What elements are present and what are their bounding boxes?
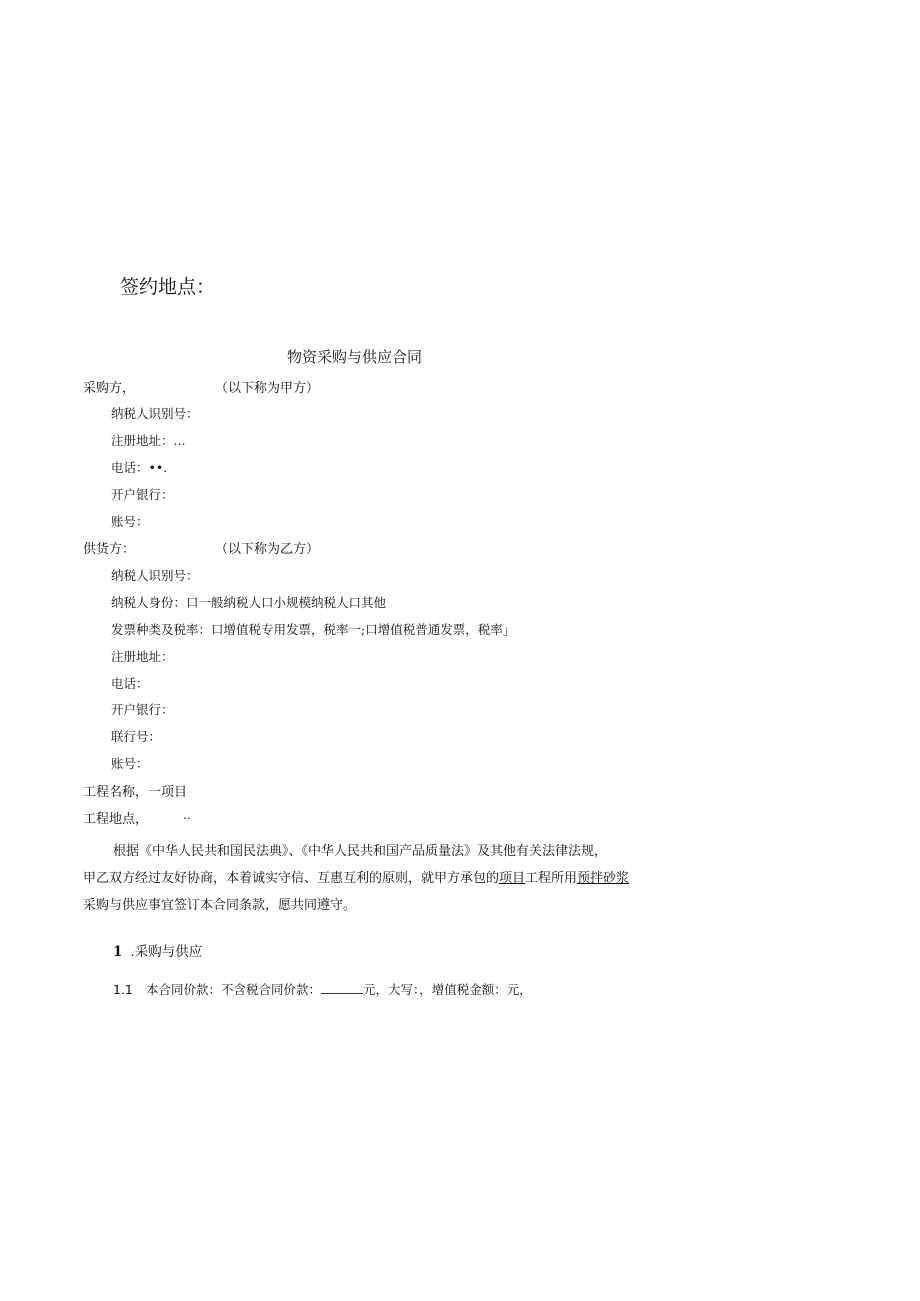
- buyer-phone-field: 电话：••.: [111, 460, 168, 475]
- supplier-routing-field: 联行号：: [111, 729, 162, 744]
- supplier-label: 供货方：: [83, 542, 136, 557]
- supplier-address-field: 注册地址：: [111, 649, 174, 664]
- project-site-mark: ..: [183, 808, 191, 822]
- clause-1-1-number: 1.1: [113, 982, 133, 997]
- clause-1-1: [113, 980, 532, 998]
- intro-line-1: 根据《中华人民共和国民法典》、《中华人民共和国产品质量法》及其他有关法律法规，: [113, 844, 608, 859]
- intro-line-3: 采购与供应事宜签订本合同条款，愿共同遵守。: [83, 898, 357, 913]
- project-name-label: 工程名称，一项目: [83, 785, 188, 800]
- section-1-title: .采购与供应: [130, 944, 203, 960]
- buyer-tax-id-field: 纳税人识别号：: [111, 406, 199, 421]
- buyer-note: （以下称为甲方）: [215, 381, 320, 396]
- supplier-phone-field: 电话：: [111, 676, 149, 691]
- intro-line-2: [83, 867, 629, 886]
- clause-1-1-text-end: 元，大写：，增值税金额：元，: [363, 982, 532, 997]
- section-1-heading: [113, 940, 202, 960]
- intro-line-2-mid: 工程所用: [525, 871, 578, 886]
- project-underlined: 项目: [499, 871, 526, 886]
- project-site-label: 工程地点，: [83, 812, 149, 827]
- buyer-label: 采购方，: [83, 381, 136, 396]
- supplier-taxpayer-status-field: 纳税人身份：口一般纳税人口小规模纳税人口其他: [111, 595, 387, 610]
- buyer-label-row: [83, 377, 320, 396]
- material-underlined: 预拌砂浆: [577, 871, 630, 886]
- supplier-bank-field: 开户银行：: [111, 702, 174, 717]
- buyer-account-field: 账号：: [111, 514, 149, 529]
- supplier-note: （以下称为乙方）: [215, 542, 320, 557]
- buyer-bank-field: 开户银行：: [111, 487, 174, 502]
- project-site-row: [83, 808, 191, 827]
- section-1-number: 1: [113, 944, 123, 960]
- clause-1-1-text-start: 本合同价款：不含税合同价款：: [146, 982, 322, 997]
- buyer-address-field: 注册地址：...: [111, 433, 186, 448]
- supplier-label-row: [83, 538, 320, 557]
- price-blank: [321, 981, 363, 994]
- signing-place-label: 签约地点：: [120, 276, 216, 298]
- supplier-account-field: 账号：: [111, 756, 149, 771]
- contract-title: 物资采购与供应合同: [287, 348, 423, 366]
- intro-line-2-start: 甲乙双方经过友好协商，本着诚实守信、互惠互利的原则，就甲方承包的: [83, 871, 500, 886]
- supplier-tax-id-field: 纳税人识别号：: [111, 568, 199, 583]
- supplier-invoice-type-field: 发票种类及税率：口增值税专用发票，税率一;口增值税普通发票，税率」: [111, 622, 516, 637]
